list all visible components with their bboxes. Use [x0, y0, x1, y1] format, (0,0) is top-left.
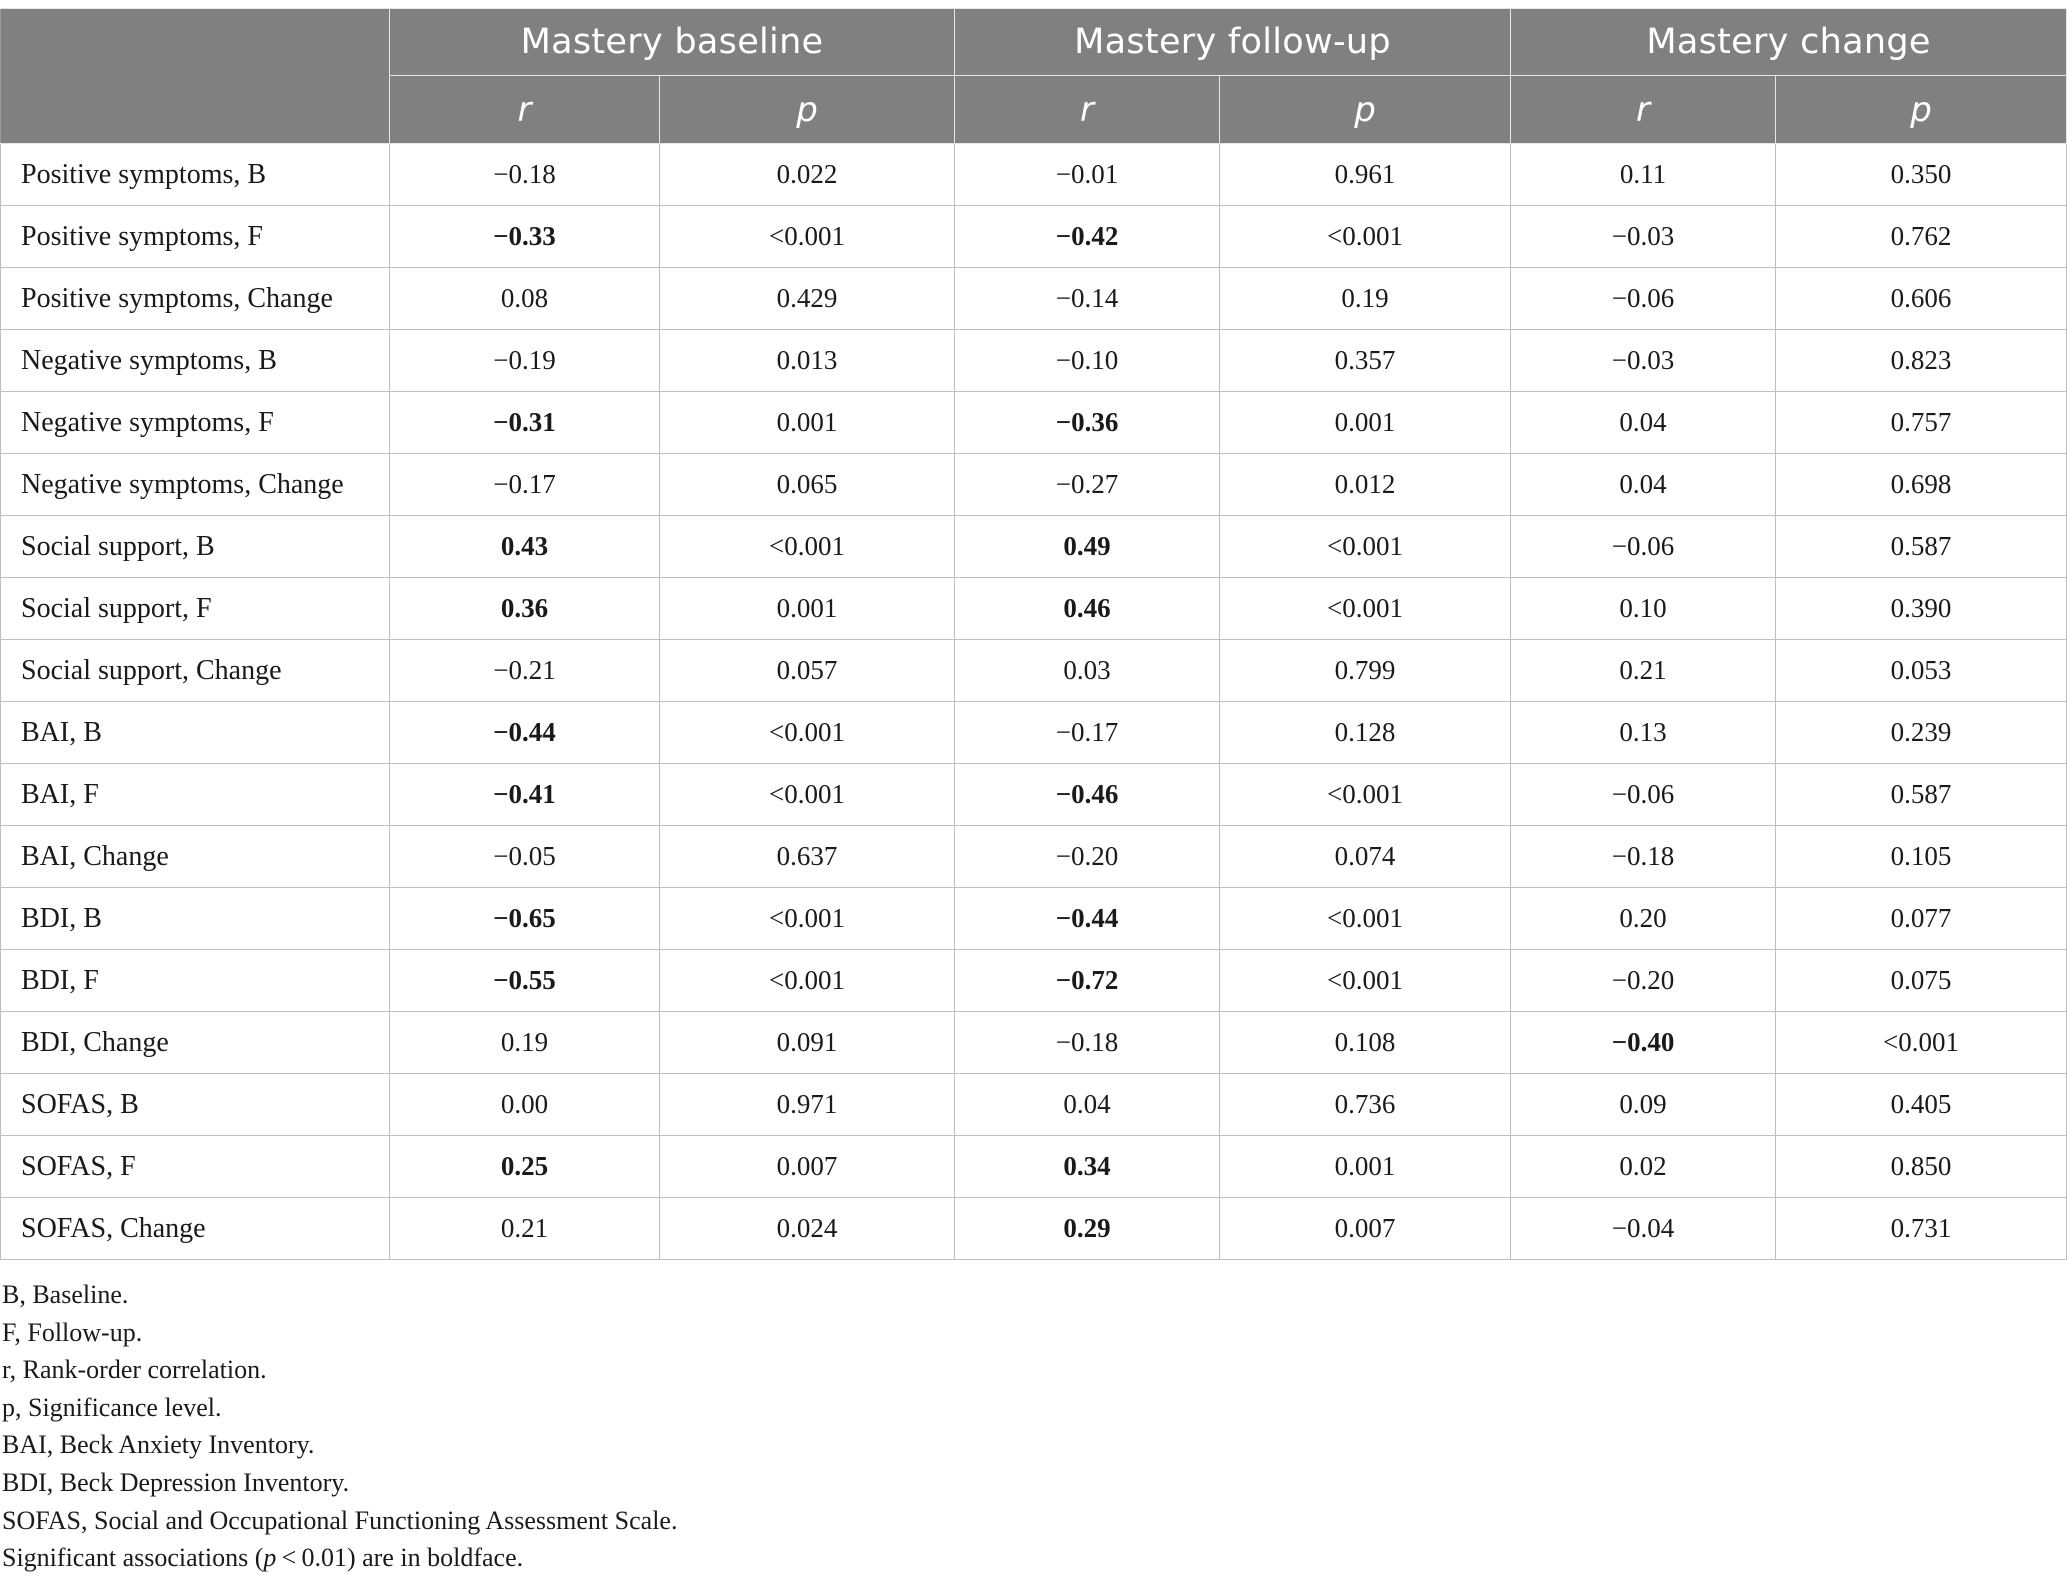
- row-label: BAI, F: [1, 764, 390, 826]
- table-row: [1, 702, 2067, 764]
- cell-change-p: 0.850: [1776, 1136, 2067, 1198]
- cell-follow-up-p: 0.001: [1220, 392, 1511, 454]
- cell-follow-up-r: −0.36: [955, 392, 1220, 454]
- cell-change-p: 0.587: [1776, 764, 2067, 826]
- cell-baseline-r: 0.43: [390, 516, 660, 578]
- row-label: Social support, Change: [1, 640, 390, 702]
- cell-follow-up-p: 0.007: [1220, 1198, 1511, 1260]
- cell-change-p: 0.405: [1776, 1074, 2067, 1136]
- cell-baseline-r: 0.00: [390, 1074, 660, 1136]
- cell-baseline-p: 0.001: [660, 578, 955, 640]
- correlation-table: [0, 8, 2067, 1260]
- cell-change-p: 0.105: [1776, 826, 2067, 888]
- cell-baseline-p: 0.022: [660, 144, 955, 206]
- cell-follow-up-p: 0.128: [1220, 702, 1511, 764]
- cell-baseline-r: −0.33: [390, 206, 660, 268]
- cell-follow-up-r: −0.46: [955, 764, 1220, 826]
- cell-baseline-r: −0.31: [390, 392, 660, 454]
- subheader-p: p: [660, 76, 955, 144]
- table-row: [1, 1074, 2067, 1136]
- cell-follow-up-p: <0.001: [1220, 950, 1511, 1012]
- cell-follow-up-r: −0.20: [955, 826, 1220, 888]
- row-label: BAI, B: [1, 702, 390, 764]
- cell-baseline-r: −0.05: [390, 826, 660, 888]
- header-corner-cell: [1, 9, 390, 144]
- footnote-bai: BAI, Beck Anxiety Inventory.: [2, 1430, 315, 1460]
- cell-follow-up-p: 0.19: [1220, 268, 1511, 330]
- cell-baseline-p: <0.001: [660, 950, 955, 1012]
- cell-follow-up-r: 0.03: [955, 640, 1220, 702]
- table-row: [1, 516, 2067, 578]
- header-mastery-baseline: Mastery baseline: [390, 9, 955, 76]
- cell-baseline-p: 0.007: [660, 1136, 955, 1198]
- table-footnotes: [2, 1276, 677, 1577]
- cell-baseline-r: 0.19: [390, 1012, 660, 1074]
- footnote-sofas: SOFAS, Social and Occupational Functioning Assessment Scale.: [2, 1505, 678, 1535]
- table-row: [1, 392, 2067, 454]
- cell-change-r: 0.04: [1511, 454, 1776, 516]
- footnote-follow-up: F, Follow-up.: [2, 1317, 143, 1347]
- footnote-r: r, Rank-order correlation.: [2, 1355, 267, 1385]
- row-label: SOFAS, F: [1, 1136, 390, 1198]
- cell-baseline-p: <0.001: [660, 702, 955, 764]
- row-label: BAI, Change: [1, 826, 390, 888]
- cell-follow-up-r: −0.14: [955, 268, 1220, 330]
- cell-change-r: −0.03: [1511, 206, 1776, 268]
- cell-change-r: 0.21: [1511, 640, 1776, 702]
- cell-change-p: 0.757: [1776, 392, 2067, 454]
- row-label: BDI, Change: [1, 1012, 390, 1074]
- row-label: SOFAS, Change: [1, 1198, 390, 1260]
- cell-baseline-r: 0.25: [390, 1136, 660, 1198]
- table-row: [1, 454, 2067, 516]
- cell-change-r: 0.20: [1511, 888, 1776, 950]
- cell-change-p: 0.698: [1776, 454, 2067, 516]
- cell-change-p: 0.239: [1776, 702, 2067, 764]
- cell-follow-up-p: <0.001: [1220, 516, 1511, 578]
- cell-baseline-p: 0.065: [660, 454, 955, 516]
- subheader-p: p: [1776, 76, 2067, 144]
- group-header-row: [1, 9, 2067, 76]
- cell-baseline-r: 0.21: [390, 1198, 660, 1260]
- cell-baseline-r: −0.44: [390, 702, 660, 764]
- cell-follow-up-r: 0.29: [955, 1198, 1220, 1260]
- cell-follow-up-r: 0.04: [955, 1074, 1220, 1136]
- row-label: Negative symptoms, B: [1, 330, 390, 392]
- table-header: [1, 9, 2067, 144]
- table-row: [1, 206, 2067, 268]
- footnote-significance-threshold: < 0.01: [276, 1543, 347, 1573]
- cell-change-p: <0.001: [1776, 1012, 2067, 1074]
- cell-change-p: 0.077: [1776, 888, 2067, 950]
- row-label: Negative symptoms, F: [1, 392, 390, 454]
- row-label: BDI, B: [1, 888, 390, 950]
- header-mastery-change: Mastery change: [1511, 9, 2067, 76]
- cell-change-r: −0.06: [1511, 764, 1776, 826]
- cell-change-p: 0.587: [1776, 516, 2067, 578]
- cell-baseline-p: <0.001: [660, 764, 955, 826]
- table-row: [1, 764, 2067, 826]
- cell-follow-up-p: <0.001: [1220, 578, 1511, 640]
- cell-change-p: 0.606: [1776, 268, 2067, 330]
- cell-baseline-p: 0.091: [660, 1012, 955, 1074]
- cell-follow-up-p: 0.108: [1220, 1012, 1511, 1074]
- cell-follow-up-r: 0.49: [955, 516, 1220, 578]
- cell-baseline-r: −0.19: [390, 330, 660, 392]
- cell-change-r: −0.20: [1511, 950, 1776, 1012]
- cell-baseline-r: −0.21: [390, 640, 660, 702]
- table-row: [1, 888, 2067, 950]
- footnote-significance-p: p: [263, 1543, 277, 1573]
- footnote-significance: [2, 1539, 677, 1577]
- cell-follow-up-p: <0.001: [1220, 764, 1511, 826]
- cell-change-r: −0.06: [1511, 268, 1776, 330]
- table-row: [1, 578, 2067, 640]
- cell-follow-up-p: 0.001: [1220, 1136, 1511, 1198]
- row-label: Social support, F: [1, 578, 390, 640]
- cell-baseline-p: <0.001: [660, 516, 955, 578]
- footnote-bdi: BDI, Beck Depression Inventory.: [2, 1467, 350, 1497]
- cell-change-p: 0.350: [1776, 144, 2067, 206]
- subheader-r: r: [955, 76, 1220, 144]
- row-label: Negative symptoms, Change: [1, 454, 390, 516]
- cell-baseline-r: 0.08: [390, 268, 660, 330]
- cell-follow-up-p: <0.001: [1220, 206, 1511, 268]
- cell-baseline-p: 0.057: [660, 640, 955, 702]
- cell-follow-up-r: 0.46: [955, 578, 1220, 640]
- cell-follow-up-r: −0.44: [955, 888, 1220, 950]
- cell-follow-up-p: 0.357: [1220, 330, 1511, 392]
- cell-baseline-p: 0.024: [660, 1198, 955, 1260]
- cell-change-r: 0.11: [1511, 144, 1776, 206]
- cell-change-r: −0.04: [1511, 1198, 1776, 1260]
- row-label: Positive symptoms, B: [1, 144, 390, 206]
- cell-change-p: 0.053: [1776, 640, 2067, 702]
- table-row: [1, 950, 2067, 1012]
- subheader-p: p: [1220, 76, 1511, 144]
- cell-baseline-p: 0.001: [660, 392, 955, 454]
- table-row: [1, 1198, 2067, 1260]
- cell-change-r: −0.06: [1511, 516, 1776, 578]
- cell-change-r: −0.40: [1511, 1012, 1776, 1074]
- table-row: [1, 640, 2067, 702]
- cell-change-r: −0.18: [1511, 826, 1776, 888]
- table-row: [1, 144, 2067, 206]
- cell-follow-up-p: 0.961: [1220, 144, 1511, 206]
- table-row: [1, 268, 2067, 330]
- cell-follow-up-r: −0.18: [955, 1012, 1220, 1074]
- row-label: Positive symptoms, Change: [1, 268, 390, 330]
- cell-change-r: 0.09: [1511, 1074, 1776, 1136]
- cell-baseline-r: −0.18: [390, 144, 660, 206]
- cell-follow-up-p: 0.799: [1220, 640, 1511, 702]
- cell-baseline-p: 0.637: [660, 826, 955, 888]
- table-row: [1, 330, 2067, 392]
- table-row: [1, 826, 2067, 888]
- cell-baseline-r: −0.41: [390, 764, 660, 826]
- cell-follow-up-p: 0.012: [1220, 454, 1511, 516]
- footnote-significance-prefix: Significant associations (: [2, 1543, 264, 1573]
- cell-change-p: 0.731: [1776, 1198, 2067, 1260]
- row-label: Positive symptoms, F: [1, 206, 390, 268]
- cell-change-r: 0.02: [1511, 1136, 1776, 1198]
- cell-follow-up-r: −0.27: [955, 454, 1220, 516]
- cell-baseline-p: 0.013: [660, 330, 955, 392]
- cell-follow-up-r: −0.42: [955, 206, 1220, 268]
- cell-baseline-r: −0.17: [390, 454, 660, 516]
- cell-change-p: 0.075: [1776, 950, 2067, 1012]
- cell-follow-up-r: 0.34: [955, 1136, 1220, 1198]
- cell-change-r: −0.03: [1511, 330, 1776, 392]
- header-mastery-follow-up: Mastery follow-up: [955, 9, 1511, 76]
- cell-change-r: 0.13: [1511, 702, 1776, 764]
- cell-follow-up-r: −0.72: [955, 950, 1220, 1012]
- subheader-r: r: [390, 76, 660, 144]
- cell-change-r: 0.10: [1511, 578, 1776, 640]
- cell-follow-up-p: <0.001: [1220, 888, 1511, 950]
- footnote-significance-suffix: ) are in boldface.: [346, 1543, 524, 1573]
- table-row: [1, 1136, 2067, 1198]
- footnote-baseline: B, Baseline.: [2, 1280, 129, 1309]
- subheader-r: r: [1511, 76, 1776, 144]
- cell-change-r: 0.04: [1511, 392, 1776, 454]
- cell-change-p: 0.762: [1776, 206, 2067, 268]
- footnote-p: p, Significance level.: [2, 1392, 222, 1422]
- cell-baseline-p: <0.001: [660, 888, 955, 950]
- table-body: [1, 144, 2067, 1260]
- cell-baseline-r: 0.36: [390, 578, 660, 640]
- correlation-table-container: [0, 8, 2066, 1260]
- cell-baseline-p: 0.971: [660, 1074, 955, 1136]
- cell-follow-up-r: −0.17: [955, 702, 1220, 764]
- cell-follow-up-p: 0.074: [1220, 826, 1511, 888]
- cell-follow-up-p: 0.736: [1220, 1074, 1511, 1136]
- cell-change-p: 0.823: [1776, 330, 2067, 392]
- cell-baseline-p: 0.429: [660, 268, 955, 330]
- table-row: [1, 1012, 2067, 1074]
- row-label: Social support, B: [1, 516, 390, 578]
- cell-baseline-r: −0.55: [390, 950, 660, 1012]
- row-label: SOFAS, B: [1, 1074, 390, 1136]
- cell-follow-up-r: −0.01: [955, 144, 1220, 206]
- cell-baseline-p: <0.001: [660, 206, 955, 268]
- cell-follow-up-r: −0.10: [955, 330, 1220, 392]
- row-label: BDI, F: [1, 950, 390, 1012]
- cell-change-p: 0.390: [1776, 578, 2067, 640]
- cell-baseline-r: −0.65: [390, 888, 660, 950]
